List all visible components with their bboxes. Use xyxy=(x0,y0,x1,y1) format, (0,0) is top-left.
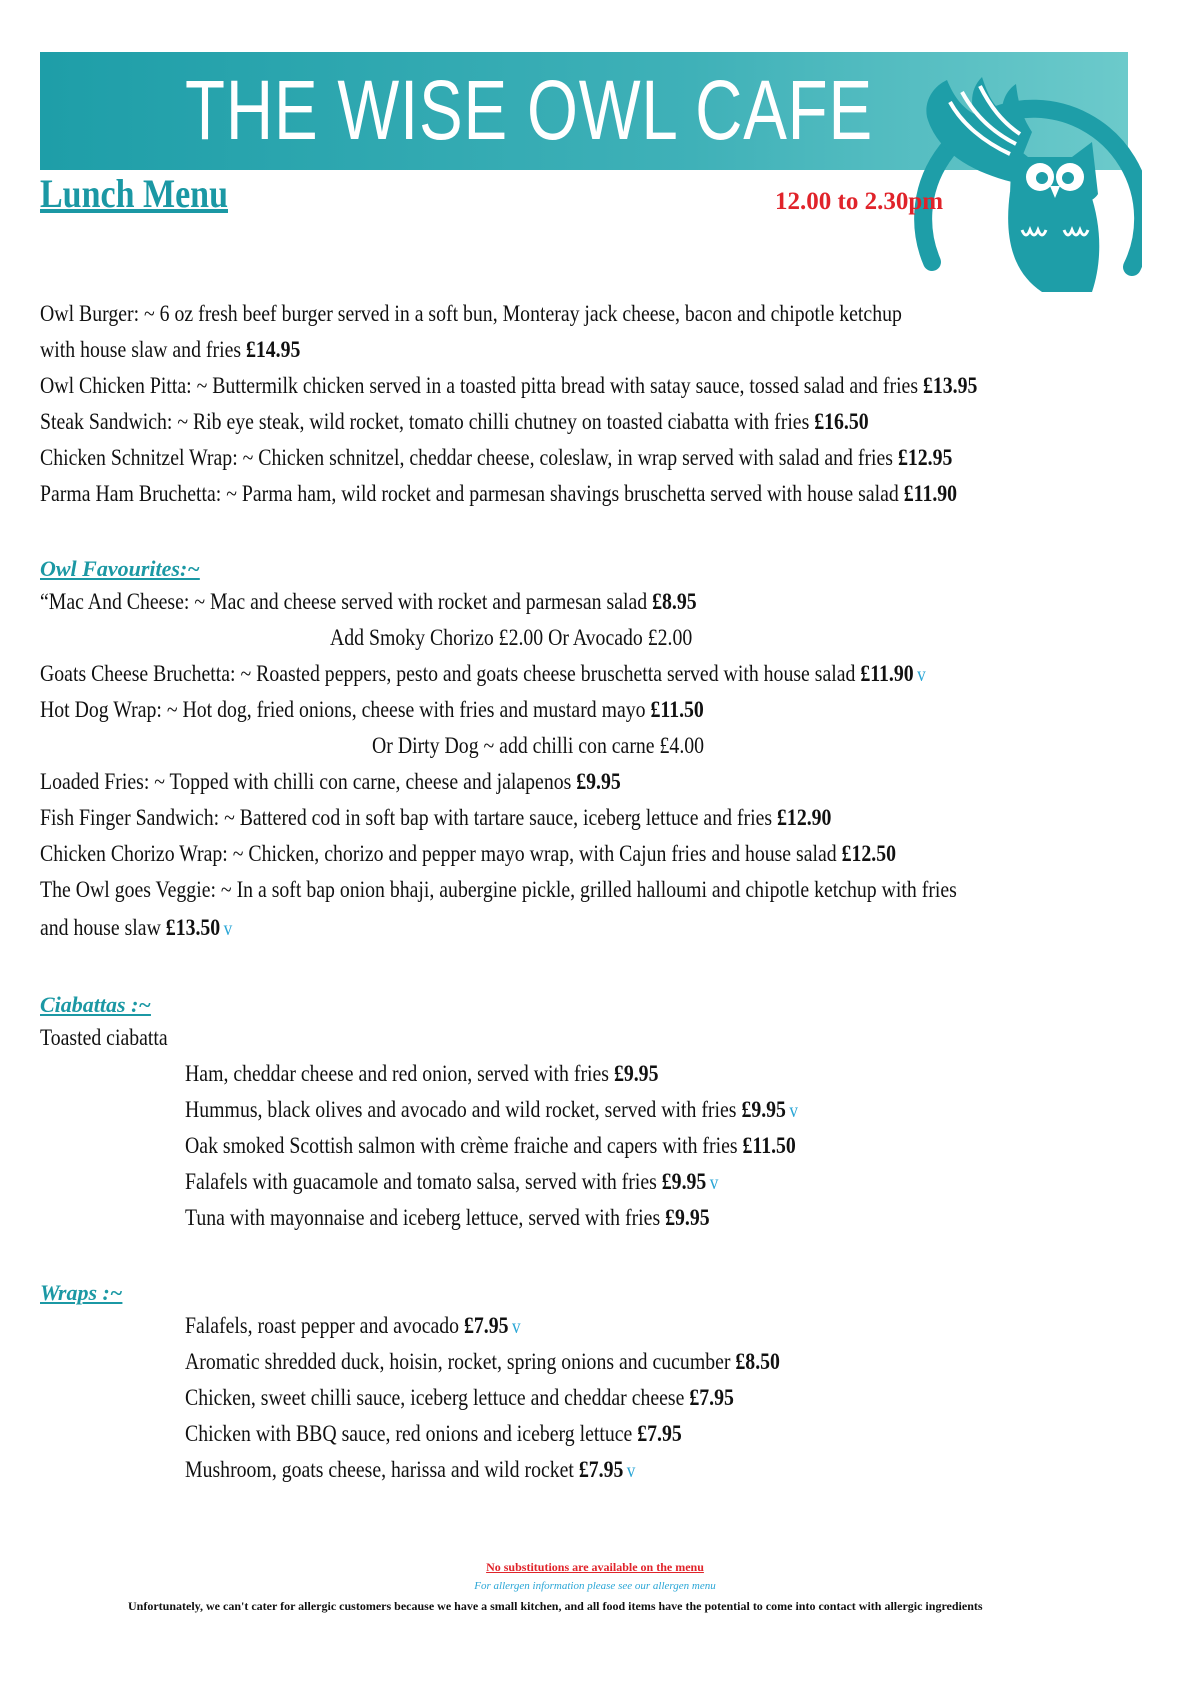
menu-item: Chicken Chorizo Wrap: ~ Chicken, chorizo and pepper mayo wrap, with Cajun fries and house salad £12.50 xyxy=(40,841,897,866)
menu-item: Tuna with mayonnaise and iceberg lettuce, served with fries £9.95 xyxy=(185,1205,710,1230)
menu-item: Loaded Fries: ~ Topped with chilli con carne, cheese and jalapenos £9.95 xyxy=(40,769,621,794)
vegetarian-marker: v xyxy=(626,1460,636,1482)
menu-item: and house slaw £13.50 v xyxy=(40,915,233,940)
menu-item: Mushroom, goats cheese, harissa and wild rocket £7.95 v xyxy=(185,1457,636,1482)
menu-item: Hummus, black olives and avocado and wild rocket, served with fries £9.95 v xyxy=(185,1097,798,1122)
menu-item: Falafels, roast pepper and avocado £7.95 v xyxy=(185,1313,521,1338)
owl-logo-icon xyxy=(892,62,1142,294)
section-heading-ciabattas: Ciabattas :~ xyxy=(40,992,151,1017)
menu-item: Hot Dog Wrap: ~ Hot dog, fried onions, cheese with fries and mustard mayo £11.50 xyxy=(40,697,704,722)
menu-item: Ham, cheddar cheese and red onion, served with fries £9.95 xyxy=(185,1061,659,1086)
menu-item: with house slaw and fries £14.95 xyxy=(40,337,301,362)
allergen-info-note: For allergen information please see our allergen menu xyxy=(474,1580,716,1592)
menu-item: Fish Finger Sandwich: ~ Battered cod in soft bap with tartare sauce, iceberg lettuce and fries £12.90 xyxy=(40,805,832,830)
menu-item: Aromatic shredded duck, hoisin, rocket, spring onions and cucumber £8.50 xyxy=(185,1349,780,1374)
menu-item: Goats Cheese Bruchetta: ~ Roasted peppers, pesto and goats cheese bruschetta served with house salad £11.90 v xyxy=(40,661,926,686)
section-heading-favourites: Owl Favourites:~ xyxy=(40,556,200,581)
menu-item: “Mac And Cheese: ~ Mac and cheese served with rocket and parmesan salad £8.95 xyxy=(40,589,697,614)
menu-item: Parma Ham Bruchetta: ~ Parma ham, wild rocket and parmesan shavings bruschetta served with house salad £11.90 xyxy=(40,481,958,506)
vegetarian-marker: v xyxy=(917,664,926,686)
menu-item-addon: Add Smoky Chorizo £2.00 Or Avocado £2.00 xyxy=(330,625,693,650)
serving-time: 12.00 to 2.30pm xyxy=(775,188,944,215)
vegetarian-marker: v xyxy=(789,1100,798,1122)
section-heading-wraps: Wraps :~ xyxy=(40,1280,123,1305)
menu-item: Chicken, sweet chilli sauce, iceberg lettuce and cheddar cheese £7.95 xyxy=(185,1385,734,1410)
menu-title: Lunch Menu xyxy=(40,171,228,216)
vegetarian-marker: v xyxy=(709,1172,719,1194)
cafe-name: THE WISE OWL CAFE xyxy=(185,63,873,157)
vegetarian-marker: v xyxy=(511,1316,521,1338)
menu-item: Owl Chicken Pitta: ~ Buttermilk chicken served in a toasted pitta bread with satay sauce, tossed salad and fries £13.95 xyxy=(40,373,978,398)
menu-item: Oak smoked Scottish salmon with crème fraiche and capers with fries £11.50 xyxy=(185,1133,796,1158)
menu-item: Chicken Schnitzel Wrap: ~ Chicken schnitzel, cheddar cheese, coleslaw, in wrap served with salad and fries £12.95 xyxy=(40,445,953,470)
menu-item: The Owl goes Veggie: ~ In a soft bap onion bhaji, aubergine pickle, grilled halloumi and chipotle ketchup with fries xyxy=(40,877,957,902)
menu-item: Steak Sandwich: ~ Rib eye steak, wild rocket, tomato chilli chutney on toasted ciabatta with fries £16.50 xyxy=(40,409,869,434)
menu-item: Chicken with BBQ sauce, red onions and iceberg lettuce £7.95 xyxy=(185,1421,682,1446)
menu-item: Falafels with guacamole and tomato salsa, served with fries £9.95 v xyxy=(185,1169,719,1194)
vegetarian-marker: v xyxy=(223,918,233,940)
menu-item: Owl Burger: ~ 6 oz fresh beef burger served in a soft bun, Monteray jack cheese, bacon and chipotle ketchup xyxy=(40,301,902,326)
allergy-disclaimer: Unfortunately, we can't cater for allergic customers because we have a small kitchen, and all food items have the potential to come into contact with allergic ingredients xyxy=(128,1599,983,1613)
section-subtitle: Toasted ciabatta xyxy=(40,1025,168,1050)
no-substitutions-notice: No substitutions are available on the menu xyxy=(486,1560,704,1574)
menu-item-addon: Or Dirty Dog ~ add chilli con carne £4.00 xyxy=(372,733,705,758)
